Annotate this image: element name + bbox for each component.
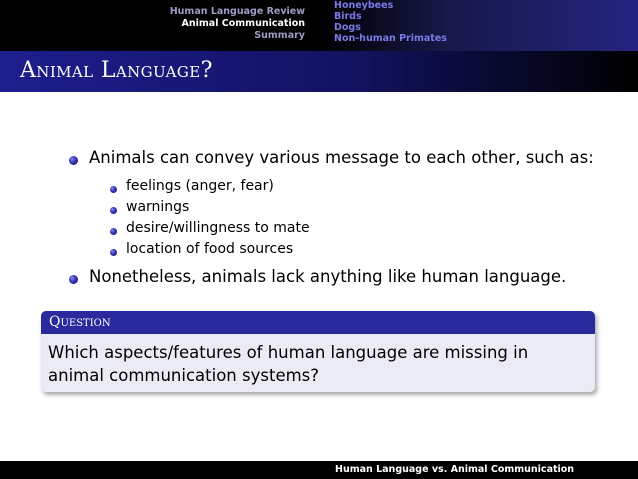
bullet-icon bbox=[110, 207, 117, 214]
sub-list-item-feelings: feelings (anger, fear) bbox=[126, 178, 274, 194]
footer-title: Human Language vs. Animal Communication bbox=[319, 461, 638, 479]
bullet-icon bbox=[110, 228, 117, 235]
slide-content bbox=[0, 92, 638, 307]
section-nav bbox=[0, 0, 319, 51]
nav-subsection-non-human-primates[interactable]: Non-human Primates bbox=[334, 33, 447, 44]
nav-subsection-honeybees[interactable]: Honeybees bbox=[334, 0, 394, 11]
nav-section-human-language-review[interactable]: Human Language Review bbox=[169, 6, 305, 17]
nav-subsection-birds[interactable]: Birds bbox=[334, 11, 362, 22]
block-title: Question bbox=[41, 311, 595, 334]
navigation-bar bbox=[0, 0, 638, 51]
footer-bar bbox=[0, 461, 638, 479]
subsection-nav bbox=[319, 0, 638, 51]
nav-section-summary[interactable]: Summary bbox=[254, 30, 305, 41]
block-body: Which aspects/features of human language are missing in animal communication systems? bbox=[41, 334, 595, 392]
sub-list-item-food: location of food sources bbox=[126, 241, 294, 257]
list-item-intro: Animals can convey various message to each other, such as: bbox=[89, 148, 594, 167]
sub-list-item-warnings: warnings bbox=[126, 199, 190, 215]
bullet-icon bbox=[69, 275, 78, 284]
nav-subsection-dogs[interactable]: Dogs bbox=[334, 22, 361, 33]
bullet-icon bbox=[110, 186, 117, 193]
question-block bbox=[41, 311, 595, 392]
frame-title: Animal Language? bbox=[0, 51, 638, 92]
bullet-icon bbox=[69, 156, 78, 165]
footer-left bbox=[0, 461, 319, 479]
nav-section-animal-communication[interactable]: Animal Communication bbox=[181, 18, 305, 29]
bullet-icon bbox=[110, 249, 117, 256]
sub-list-item-mating: desire/willingness to mate bbox=[126, 220, 310, 236]
list-item-conclusion: Nonetheless, animals lack anything like human language. bbox=[89, 267, 567, 286]
